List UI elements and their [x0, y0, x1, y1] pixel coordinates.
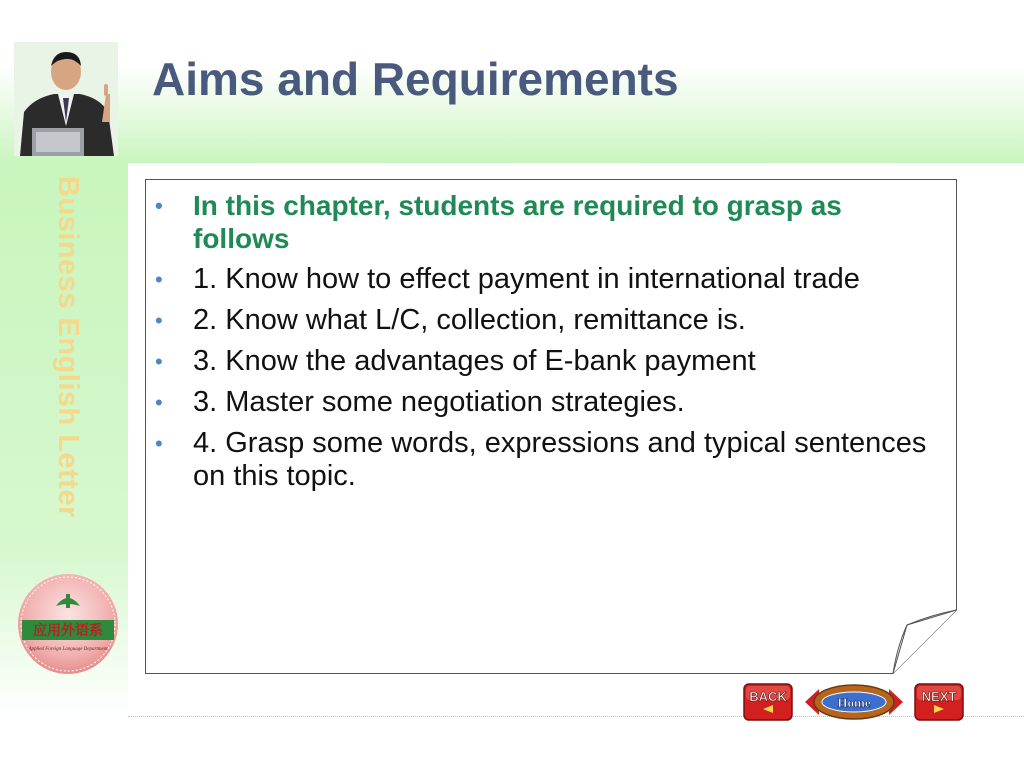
slide-title: Aims and Requirements [152, 53, 679, 105]
home-button[interactable] [803, 683, 905, 721]
emblem-subtitle: Applied Foreign Language Department [28, 647, 108, 652]
list-item: • 1. Know how to effect payment in international trade [155, 263, 945, 296]
department-emblem [16, 572, 120, 676]
list-item: • 3. Know the advantages of E-bank payment [155, 345, 945, 378]
back-button[interactable] [743, 683, 793, 721]
requirements-list [155, 189, 945, 501]
back-button-label: BACK [749, 689, 787, 704]
list-item: • In this chapter, students are required to grasp as follows [155, 189, 945, 255]
list-item: • 3. Master some negotiation strategies. [155, 386, 945, 419]
next-button[interactable] [914, 683, 964, 721]
list-item: • 2. Know what L/C, collection, remittance is. [155, 304, 945, 337]
course-side-label: Business English Letter [52, 176, 84, 518]
presenter-photo [14, 42, 118, 156]
home-button-label: Home [837, 695, 871, 710]
emblem-chinese-text: 应用外语系 [33, 623, 103, 639]
content-panel [145, 179, 957, 674]
next-button-label: NEXT [921, 689, 957, 704]
list-item: • 4. Grasp some words, expressions and typical sentences on this topic. [155, 427, 945, 493]
